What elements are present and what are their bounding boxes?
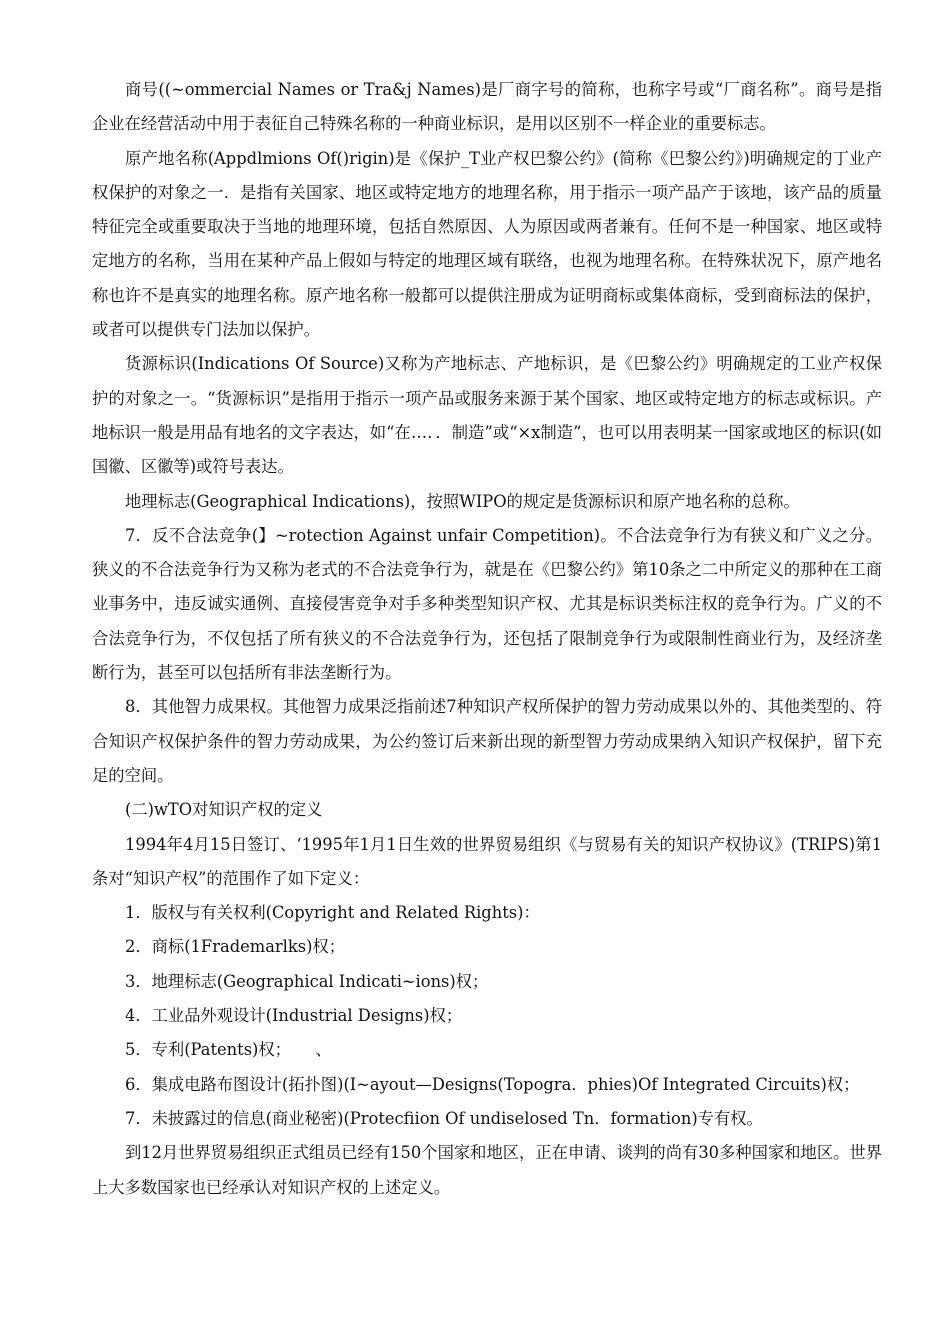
- list-item: 2．商标(1Frademarlks)权；: [125, 937, 346, 957]
- paragraph-geographical-indications: 地理标志(Geographical Indications)，按照WIPO的规定是货源标识和原产地名称的总称。: [125, 491, 800, 511]
- list-item: 6．集成电路布图设计(拓扑图)(I~ayout—Designs(Topogra．phies)Of Integrated Circuits)权；: [125, 1074, 860, 1094]
- paragraph-appellations-of-origin: 原产地名称(Appdlmions Of()rigin)是《保护_T业产权巴黎公约》(简称《巴黎公约》)明确规定的丁业产权保护的对象之一．是指有关国家、地区或特定地方的地理名称，用于指示一项产品产于该地，该产品的质量特征完全或重要取决于当地的地理环境，包括自然原因、人为原因或两者兼有。任何不是一种国家、地区或特定地方的名称，当用在某种产品上假如与特定的地理区域有联络，也视为地理名称。在特殊状况下，原产地名称也许不是真实的地理名称。原产地名称一般都可以提供注册成为证明商标或集体商标，受到商标法的保护，或者可以提供专门法加以保护。: [92, 148, 882, 340]
- paragraph-indications-of-source: 货源标识(Indications Of Source)又称为产地标志、产地标识，是《巴黎公约》明确规定的工业产权保护的对象之一。“货源标识”是指用于指示一项产品或服务来源于某个国家、地区或特定地方的标志或标识。产地标识一般是用品有地名的文字表达，如“在…．．制造”或“×x制造”，也可以用表明某一国家或地区的标识(如国徽、区徽等)或符号表达。: [92, 354, 882, 477]
- list-item: 7．未披露过的信息(商业秘密)(Protecfiion Of undiselosed Tn．formation)专有权。: [125, 1108, 763, 1128]
- list-item: 4．工业品外观设计(Industrial Designs)权；: [125, 1006, 463, 1026]
- section-heading-wto-definition: (二)wTO对知识产权的定义: [125, 800, 323, 820]
- paragraph-trips-definition: 1994年4月15日签订、‘1995年1月1日生效的世界贸易组织《与贸易有关的知识产权协议》(TRIPS)第1条对“知识产权”的范围作了如下定义：: [92, 834, 882, 888]
- paragraph-other-intellectual-results: 8．其他智力成果权。其他智力成果泛指前述7种知识产权所保护的智力劳动成果以外的、其他类型的、符合知识产权保护条件的智力劳动成果，为公约签订后来新出现的新型智力劳动成果纳入知识产权保护，留下充足的空间。: [92, 697, 882, 785]
- paragraph-unfair-competition: 7．反不合法竞争(】~rotection Against unfair Competition)。不合法竞争行为有狭义和广义之分。狭义的不合法竞争行为又称为老式的不合法竞争行为，就是在《巴黎公约》第10条之二中所定义的那种在工商业事务中，违反诚实通例、直接侵害竞争对手多种类型知识产权、尤其是标识类标注权的竞争行为。广义的不合法竞争行为，不仅包括了所有狭义的不合法竞争行为，还包括了限制竞争行为或限制性商业行为，及经济垄断行为，甚至可以包括所有非法垄断行为。: [92, 525, 882, 683]
- list-item: 3．地理标志(Geographical Indicati~ions)权；: [125, 971, 489, 991]
- list-item: 1．版权与有关权利(Copyright and Related Rights)：: [125, 903, 540, 923]
- paragraph-closing: 到12月世界贸易组织正式组员已经有150个国家和地区，正在申请、谈判的尚有30多种国家和地区。世界上大多数国家也已经承认对知识产权的上述定义。: [92, 1143, 882, 1197]
- paragraph-trade-names: 商号((~ommercial Names or Tra&j Names)是厂商字号的简称，也称字号或“厂商名称”。商号是指企业在经营活动中用于表征自己特殊名称的一种商业标识，是用以区别不一样企业的重要标志。: [92, 80, 882, 134]
- document-body: [92, 73, 882, 1205]
- list-item: 5．专利(Patents)权； 、: [125, 1040, 332, 1060]
